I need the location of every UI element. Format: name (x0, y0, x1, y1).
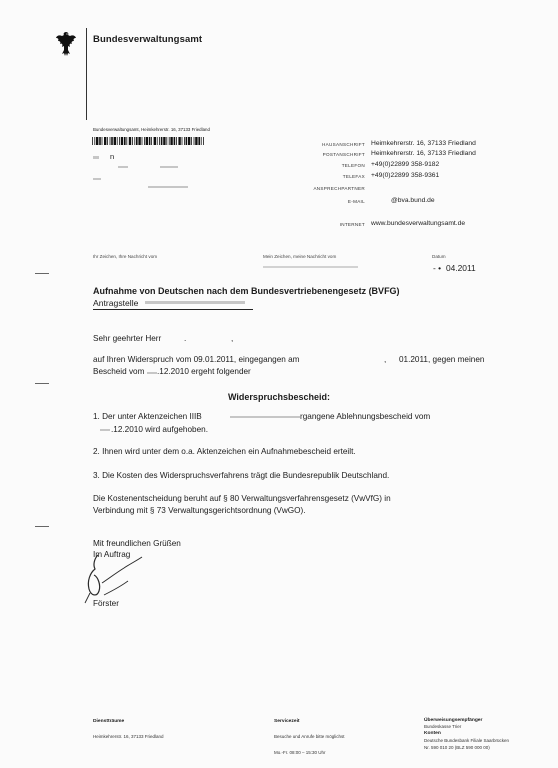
organization-name: Bundesverwaltungsamt (93, 34, 203, 45)
footer-accounts-heading: Konten (424, 731, 441, 736)
item-3: 3. Die Kosten des Widerspruchsverfahrens trägt die Bundesrepublik Deutschland. (93, 471, 390, 480)
redaction-mark (93, 178, 101, 180)
salutation: Sehr geehrter Herr (93, 334, 162, 343)
redaction-mark (263, 266, 358, 268)
intro-line-2a: Bescheid vom (93, 367, 145, 376)
ref-header-yours: Ihr Zeichen, Ihre Nachricht vom (93, 254, 158, 259)
item-2: 2. Ihnen wird unter dem o.a. Aktenzeichen ein Aufnahmebescheid erteilt. (93, 447, 356, 456)
salutation-mark: . (184, 334, 187, 343)
applicant-underline (93, 309, 253, 310)
footer-service-line-2: Mo.-Fr. 08:00 – 15:30 Uhr (274, 750, 326, 755)
subject-title: Aufnahme von Deutschen nach dem Bundesvertriebenengesetz (BVFG) (93, 286, 400, 296)
contact-value-internet[interactable]: www.bundesverwaltungsamt.de (371, 220, 466, 227)
intro-line-1-comma: , (384, 355, 387, 364)
contact-value-street: Heimkehrerstr. 16, 37133 Friedland (371, 140, 476, 147)
signer-name: Förster (93, 599, 119, 608)
footer-offices-text: Heimkehrerstr. 16, 37133 Friedland (93, 734, 164, 739)
letter-date: 04.2011 (446, 263, 476, 273)
redaction-mark (118, 166, 128, 168)
contact-value-postal: Heimkehrerstr. 16, 37133 Friedland (371, 150, 476, 157)
sender-return-address: Bundesverwaltungsamt, Heimkehrerstr. 16, 37133 Friedland (93, 127, 210, 132)
handwritten-signature (84, 553, 154, 605)
ref-header-date: Datum (432, 254, 446, 259)
letterhead-divider (86, 28, 87, 120)
redaction-mark (230, 416, 300, 418)
contact-label-person: ANSPRECHPARTNER (313, 186, 365, 191)
footer-bank-account: Nr. 590 010 20 (BLZ 590 000 00) (424, 745, 490, 750)
recipient-line-1: n (110, 152, 115, 161)
on-behalf: Im Auftrag (93, 550, 131, 559)
contact-value-fax: +49(0)22899 358-9361 (371, 172, 440, 179)
costs-line-2: Verbindung mit § 73 Verwaltungsgerichtsordnung (VwGO). (93, 506, 306, 515)
redaction-mark (147, 372, 157, 374)
redaction-mark (100, 429, 110, 431)
contact-value-phone: +49(0)22899 358-9182 (371, 161, 440, 168)
federal-eagle-icon (55, 31, 77, 57)
ref-header-mine: Mein Zeichen, meine Nachricht vom (263, 254, 337, 259)
item-1-part-c: .12.2010 wird aufgehoben. (111, 425, 208, 434)
item-1-part-b: rgangene Ablehnungsbescheid vom (300, 412, 431, 421)
contact-label-email: E-MAIL (347, 199, 365, 204)
contact-label-fax: TELEFAX (342, 174, 365, 179)
footer-service-line-1: Besuche und Anrufe bitte möglichst (274, 734, 345, 739)
intro-line-1: auf Ihren Widerspruch vom 09.01.2011, eingegangen am (93, 355, 300, 364)
contact-label-postal: POSTANSCHRIFT (322, 152, 365, 157)
redaction-mark (148, 186, 188, 188)
fold-mark (35, 273, 49, 274)
letter-date-prefix: - • (433, 263, 442, 273)
contact-label-street: HAUSANSCHRIFT (322, 142, 365, 147)
barcode (92, 137, 204, 145)
punch-mark (35, 383, 49, 384)
closing: Mit freundlichen Grüßen (93, 539, 181, 548)
contact-label-phone: TELEFON (341, 163, 365, 168)
footer-payee-line-1: Bundeskasse Trier (424, 724, 462, 729)
redaction-mark (145, 301, 245, 304)
footer-offices-heading: Dienstträume (93, 719, 125, 724)
intro-line-2b: .12.2010 ergeht folgender (157, 367, 251, 376)
costs-line-1: Die Kostenentscheidung beruht auf § 80 Verwaltungsverfahrensgesetz (VwVfG) in (93, 494, 391, 503)
footer-payee-heading: Überweisungsempfänger (424, 718, 483, 723)
footer-bank-name: Deutsche Bundesbank Filiale Saarbrücken (424, 738, 510, 743)
redaction-mark (93, 156, 99, 159)
contact-label-internet: INTERNET (339, 222, 365, 227)
fold-mark (35, 526, 49, 527)
intro-line-1-end: 01.2011, gegen meinen (399, 355, 485, 364)
decision-title: Widerspruchsbescheid: (228, 392, 330, 402)
item-1-part-a: 1. Der unter Aktenzeichen IIIB (93, 412, 202, 421)
salutation-comma: , (231, 334, 234, 343)
contact-value-email[interactable]: @bva.bund.de (391, 197, 435, 204)
redaction-mark (160, 166, 178, 168)
footer-service-heading: Servicezeit (274, 719, 300, 724)
applicant-line: Antragstelle (93, 298, 139, 308)
